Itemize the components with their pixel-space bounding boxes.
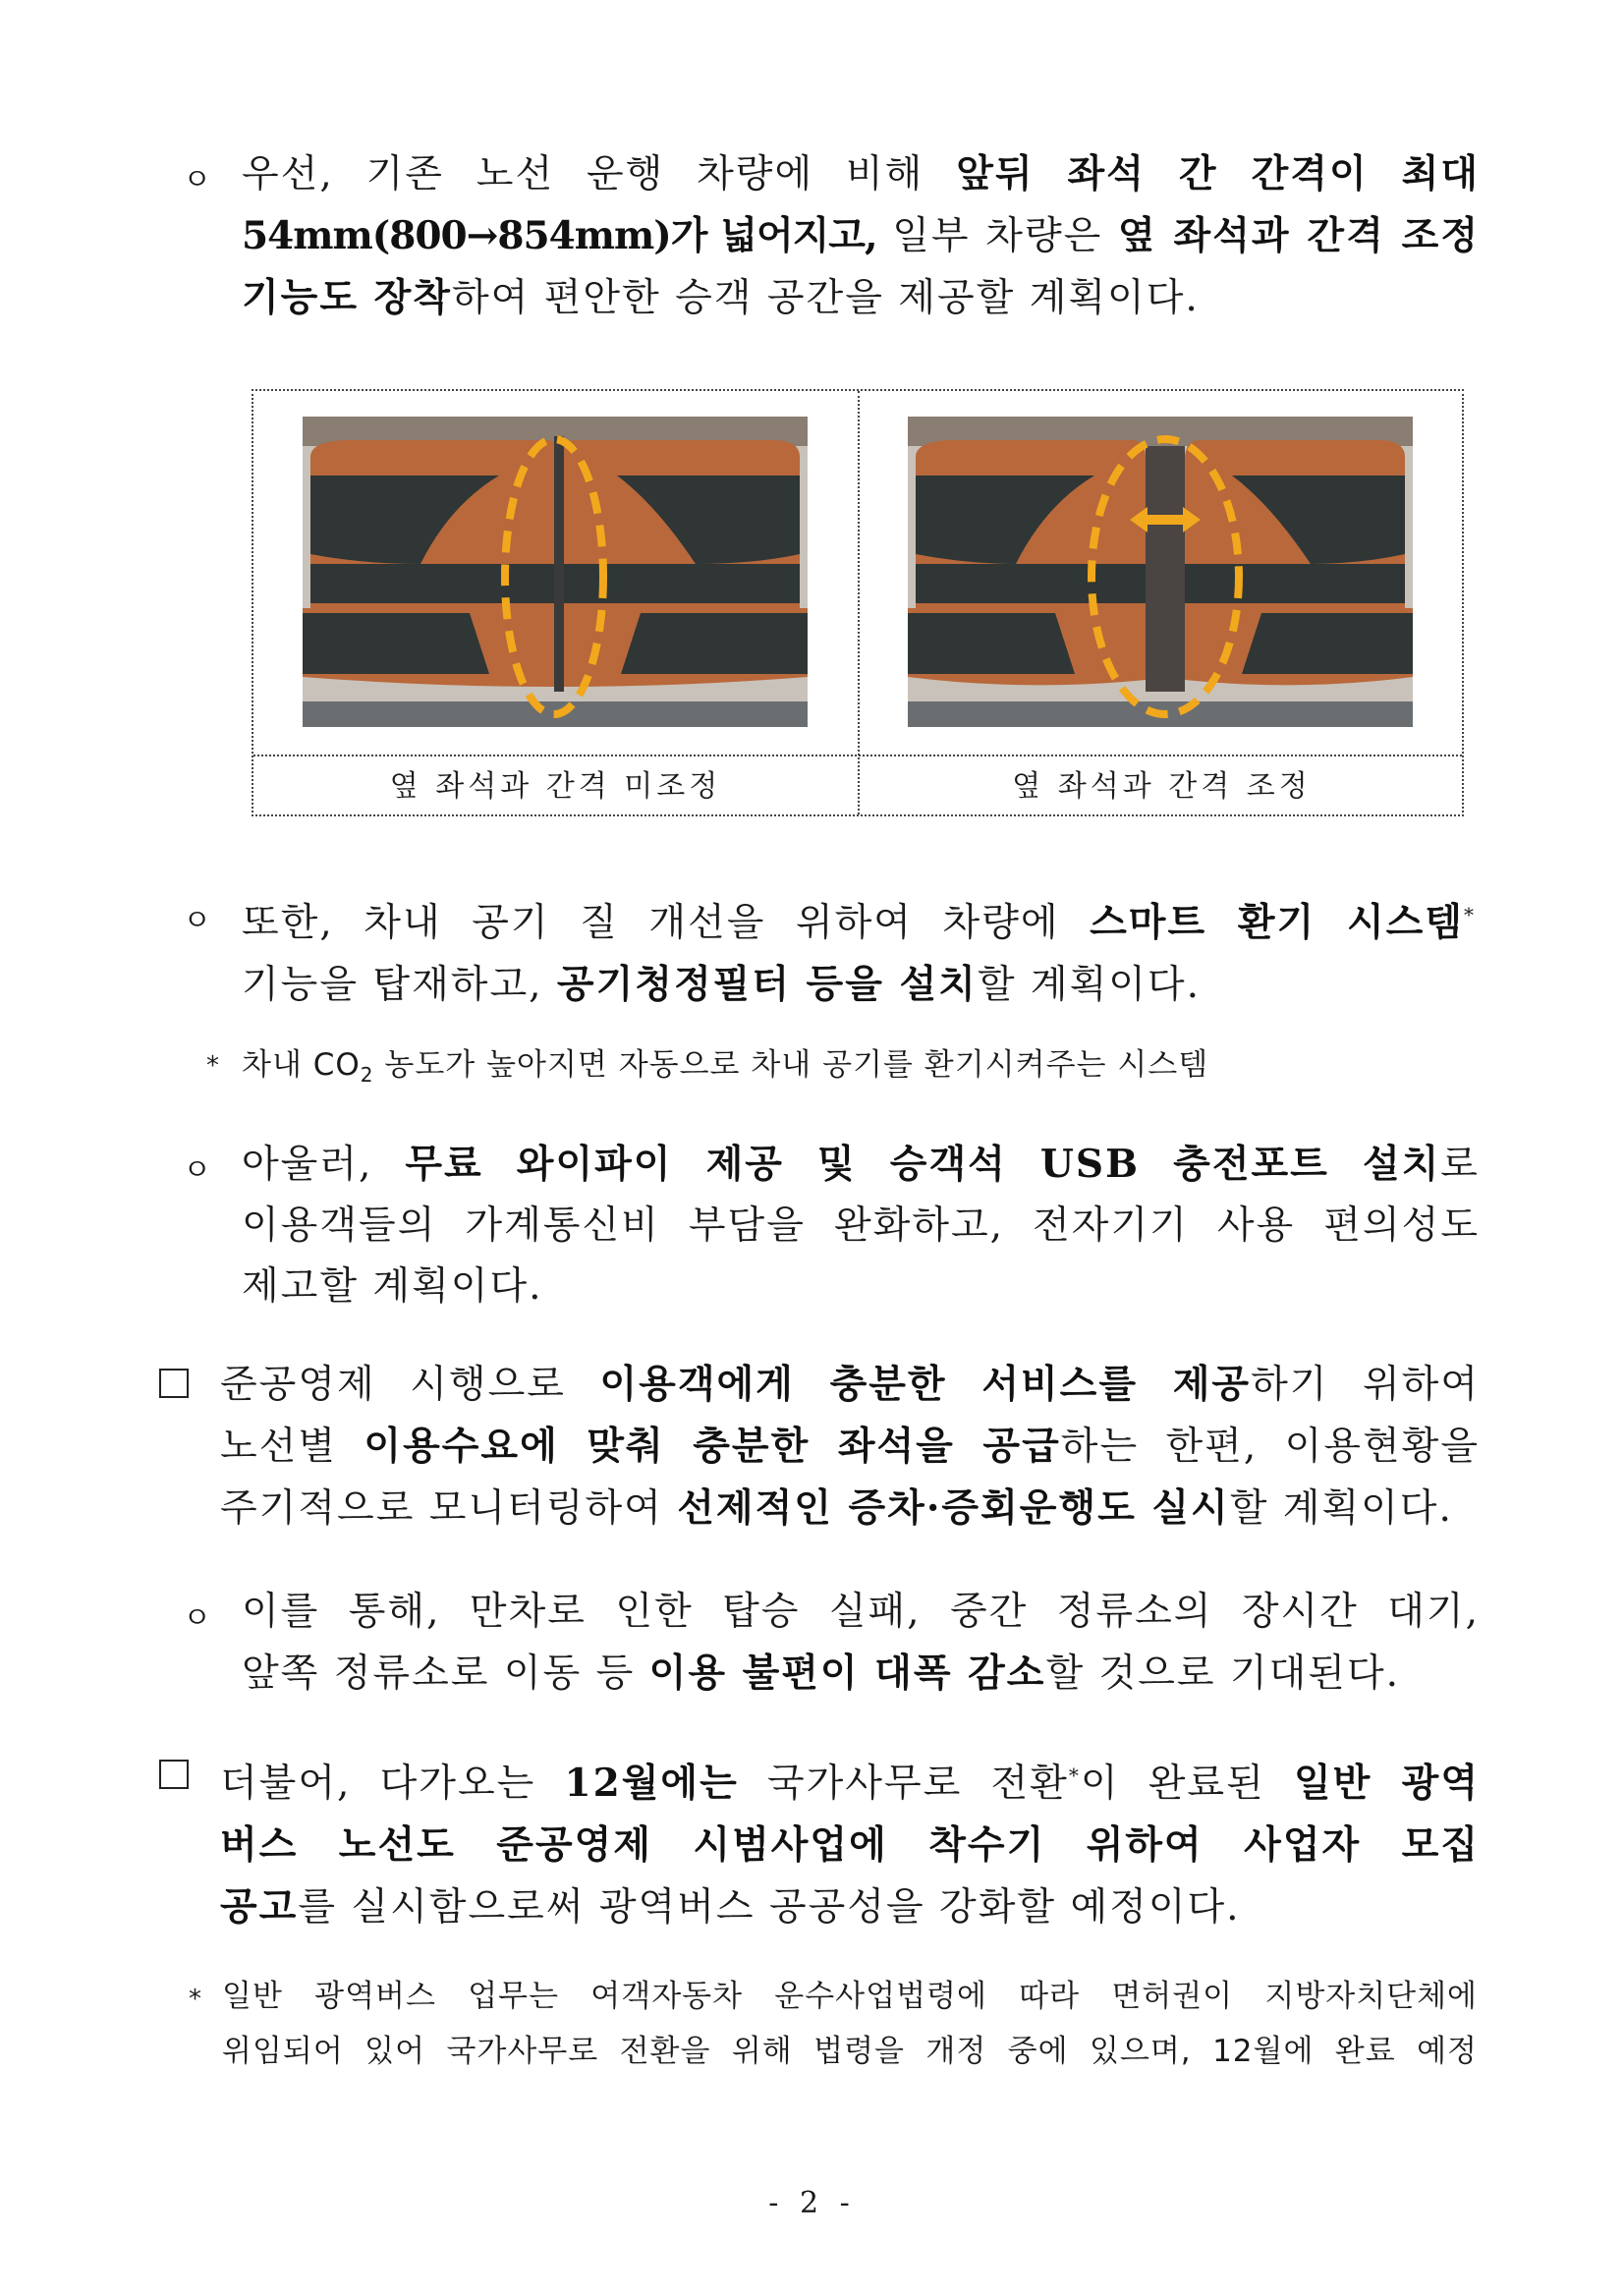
footnote-gyeonggi-bus xyxy=(222,1969,1478,2079)
seat-photo-adjusted xyxy=(908,417,1413,727)
figure-divider xyxy=(858,391,860,814)
text-line: 버스 노선도 준공영제 시범사업에 착수기 위하여 사업자 모집 xyxy=(220,1822,1480,1868)
text-line: 54mm(800→854mm)가 넓어지고, 일부 차량은 옆 좌석과 간격 조정 xyxy=(242,213,1480,258)
paragraph-ventilation xyxy=(242,884,1476,1016)
text-line: 이용객들의 가계통신비 부담을 완화하고, 전자기기 사용 편의성도 xyxy=(242,1203,1480,1248)
bullet-circle: ㅇ xyxy=(183,1601,211,1636)
paragraph-december-plan xyxy=(220,1745,1480,1938)
text-line: 기능도 장착하여 편안한 승객 공간을 제공할 계획이다. xyxy=(242,275,1200,320)
text-line: 더불어, 다가오는 12월에는 국가사무로 전환*이 완료된 일반 광역 xyxy=(220,1761,1480,1806)
text-line: 공고를 실시함으로써 광역버스 공공성을 강화할 예정이다. xyxy=(220,1884,1241,1930)
text-line: 기능을 탑재하고, 공기청정필터 등을 설치할 계획이다. xyxy=(242,962,1201,1007)
text-line: 제고할 계획이다. xyxy=(242,1264,543,1309)
text-line: 이를 통해, 만차로 인한 탑승 실패, 중간 정류소의 장시간 대기, xyxy=(242,1590,1480,1634)
bullet-circle: ㅇ xyxy=(183,1153,211,1188)
text-line: 일반 광역버스 업무는 여객자동차 운수사업법령에 따라 면허권이 지방자치단체에 xyxy=(222,1979,1478,2014)
caption-adjusted: 옆 좌석과 간격 조정 xyxy=(1012,769,1312,804)
text-line: 아울러, 무료 와이파이 제공 및 승객석 USB 충전포트 설치로 xyxy=(242,1142,1480,1187)
text-line: 노선별 이용수요에 맞춰 충분한 좌석을 공급하는 한편, 이용현황을 xyxy=(220,1424,1480,1469)
seat-photo-unadjusted xyxy=(303,417,808,727)
bullet-circle: ㅇ xyxy=(183,904,211,938)
footnote-ventilation: 차내 $CO_2$ 농도가 높아지면 자동으로 차내 공기를 환기시켜주는 시스템 xyxy=(242,1047,1209,1088)
paragraph-expected-effect xyxy=(242,1582,1480,1705)
footnote-marker: * xyxy=(189,1985,201,2014)
text-line: 앞쪽 정류소로 이동 등 이용 불편이 대폭 감소할 것으로 기대된다. xyxy=(242,1651,1401,1696)
caption-unadjusted: 옆 좌석과 간격 미조정 xyxy=(389,769,722,804)
checkbox-square-icon xyxy=(159,1369,189,1398)
bullet-circle: ㅇ xyxy=(183,163,211,197)
paragraph-wifi-usb xyxy=(242,1134,1480,1317)
checkbox-square-icon xyxy=(159,1760,189,1789)
footnote-marker: * xyxy=(206,1051,219,1081)
page-number: - 2 - xyxy=(768,2186,856,2220)
paragraph-service xyxy=(220,1354,1480,1539)
text-line: 주기적으로 모니터링하여 선제적인 증차·증회운행도 실시할 계획이다. xyxy=(220,1485,1453,1531)
text-line: 준공영제 시행으로 이용객에게 충분한 서비스를 제공하기 위하여 xyxy=(220,1362,1481,1407)
paragraph-seat-spacing xyxy=(242,143,1480,329)
text-line: 위임되어 있어 국가사무로 전환을 위해 법령을 개정 중에 있으며, 12월에 완료 예정 xyxy=(222,2034,1478,2069)
seat-comparison-figure xyxy=(252,389,1464,816)
text-line: 우선, 기존 노선 운행 차량에 비해 앞뒤 좌석 간 간격이 최대 xyxy=(242,151,1480,196)
text-line: 또한, 차내 공기 질 개선을 위하여 차량에 스마트 환기 시스템* xyxy=(242,900,1476,945)
